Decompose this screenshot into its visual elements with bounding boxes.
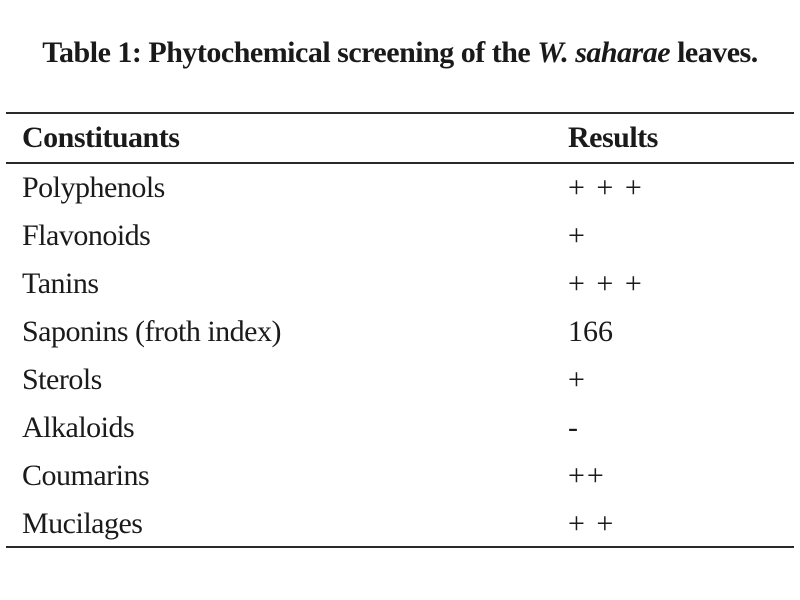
table-row xyxy=(6,260,794,308)
table-row xyxy=(6,308,794,356)
row-result: 166 xyxy=(568,315,613,348)
row-result: - xyxy=(568,411,580,444)
row-result: ++ xyxy=(568,459,606,492)
table-row xyxy=(6,356,794,404)
table-row xyxy=(6,500,794,548)
table-row xyxy=(6,452,794,500)
row-constituant: Sterols xyxy=(22,363,102,396)
table-row xyxy=(6,164,794,212)
row-constituant: Polyphenols xyxy=(22,171,165,204)
row-constituant: Alkaloids xyxy=(22,411,135,444)
caption-species: W. saharae xyxy=(537,36,671,69)
row-constituant: Mucilages xyxy=(22,507,143,540)
row-constituant: Flavonoids xyxy=(22,219,151,252)
header-results: Results xyxy=(568,121,658,154)
table-bottom-rule xyxy=(6,546,794,548)
table-row xyxy=(6,404,794,452)
row-constituant: Tanins xyxy=(22,267,99,300)
table-caption xyxy=(0,36,800,70)
row-result: + + xyxy=(568,507,616,540)
row-result: + xyxy=(568,363,587,396)
header-constituants: Constituants xyxy=(22,121,180,154)
row-constituant: Coumarins xyxy=(22,459,150,492)
table-header-row xyxy=(6,114,794,162)
row-result: + xyxy=(568,219,587,252)
table-row xyxy=(6,212,794,260)
row-result: + + + xyxy=(568,267,644,300)
caption-suffix: leaves. xyxy=(670,36,758,69)
row-result: + + + xyxy=(568,171,644,204)
caption-prefix: Table 1: Phytochemical screening of the xyxy=(42,36,538,69)
row-constituant: Saponins (froth index) xyxy=(22,315,281,348)
